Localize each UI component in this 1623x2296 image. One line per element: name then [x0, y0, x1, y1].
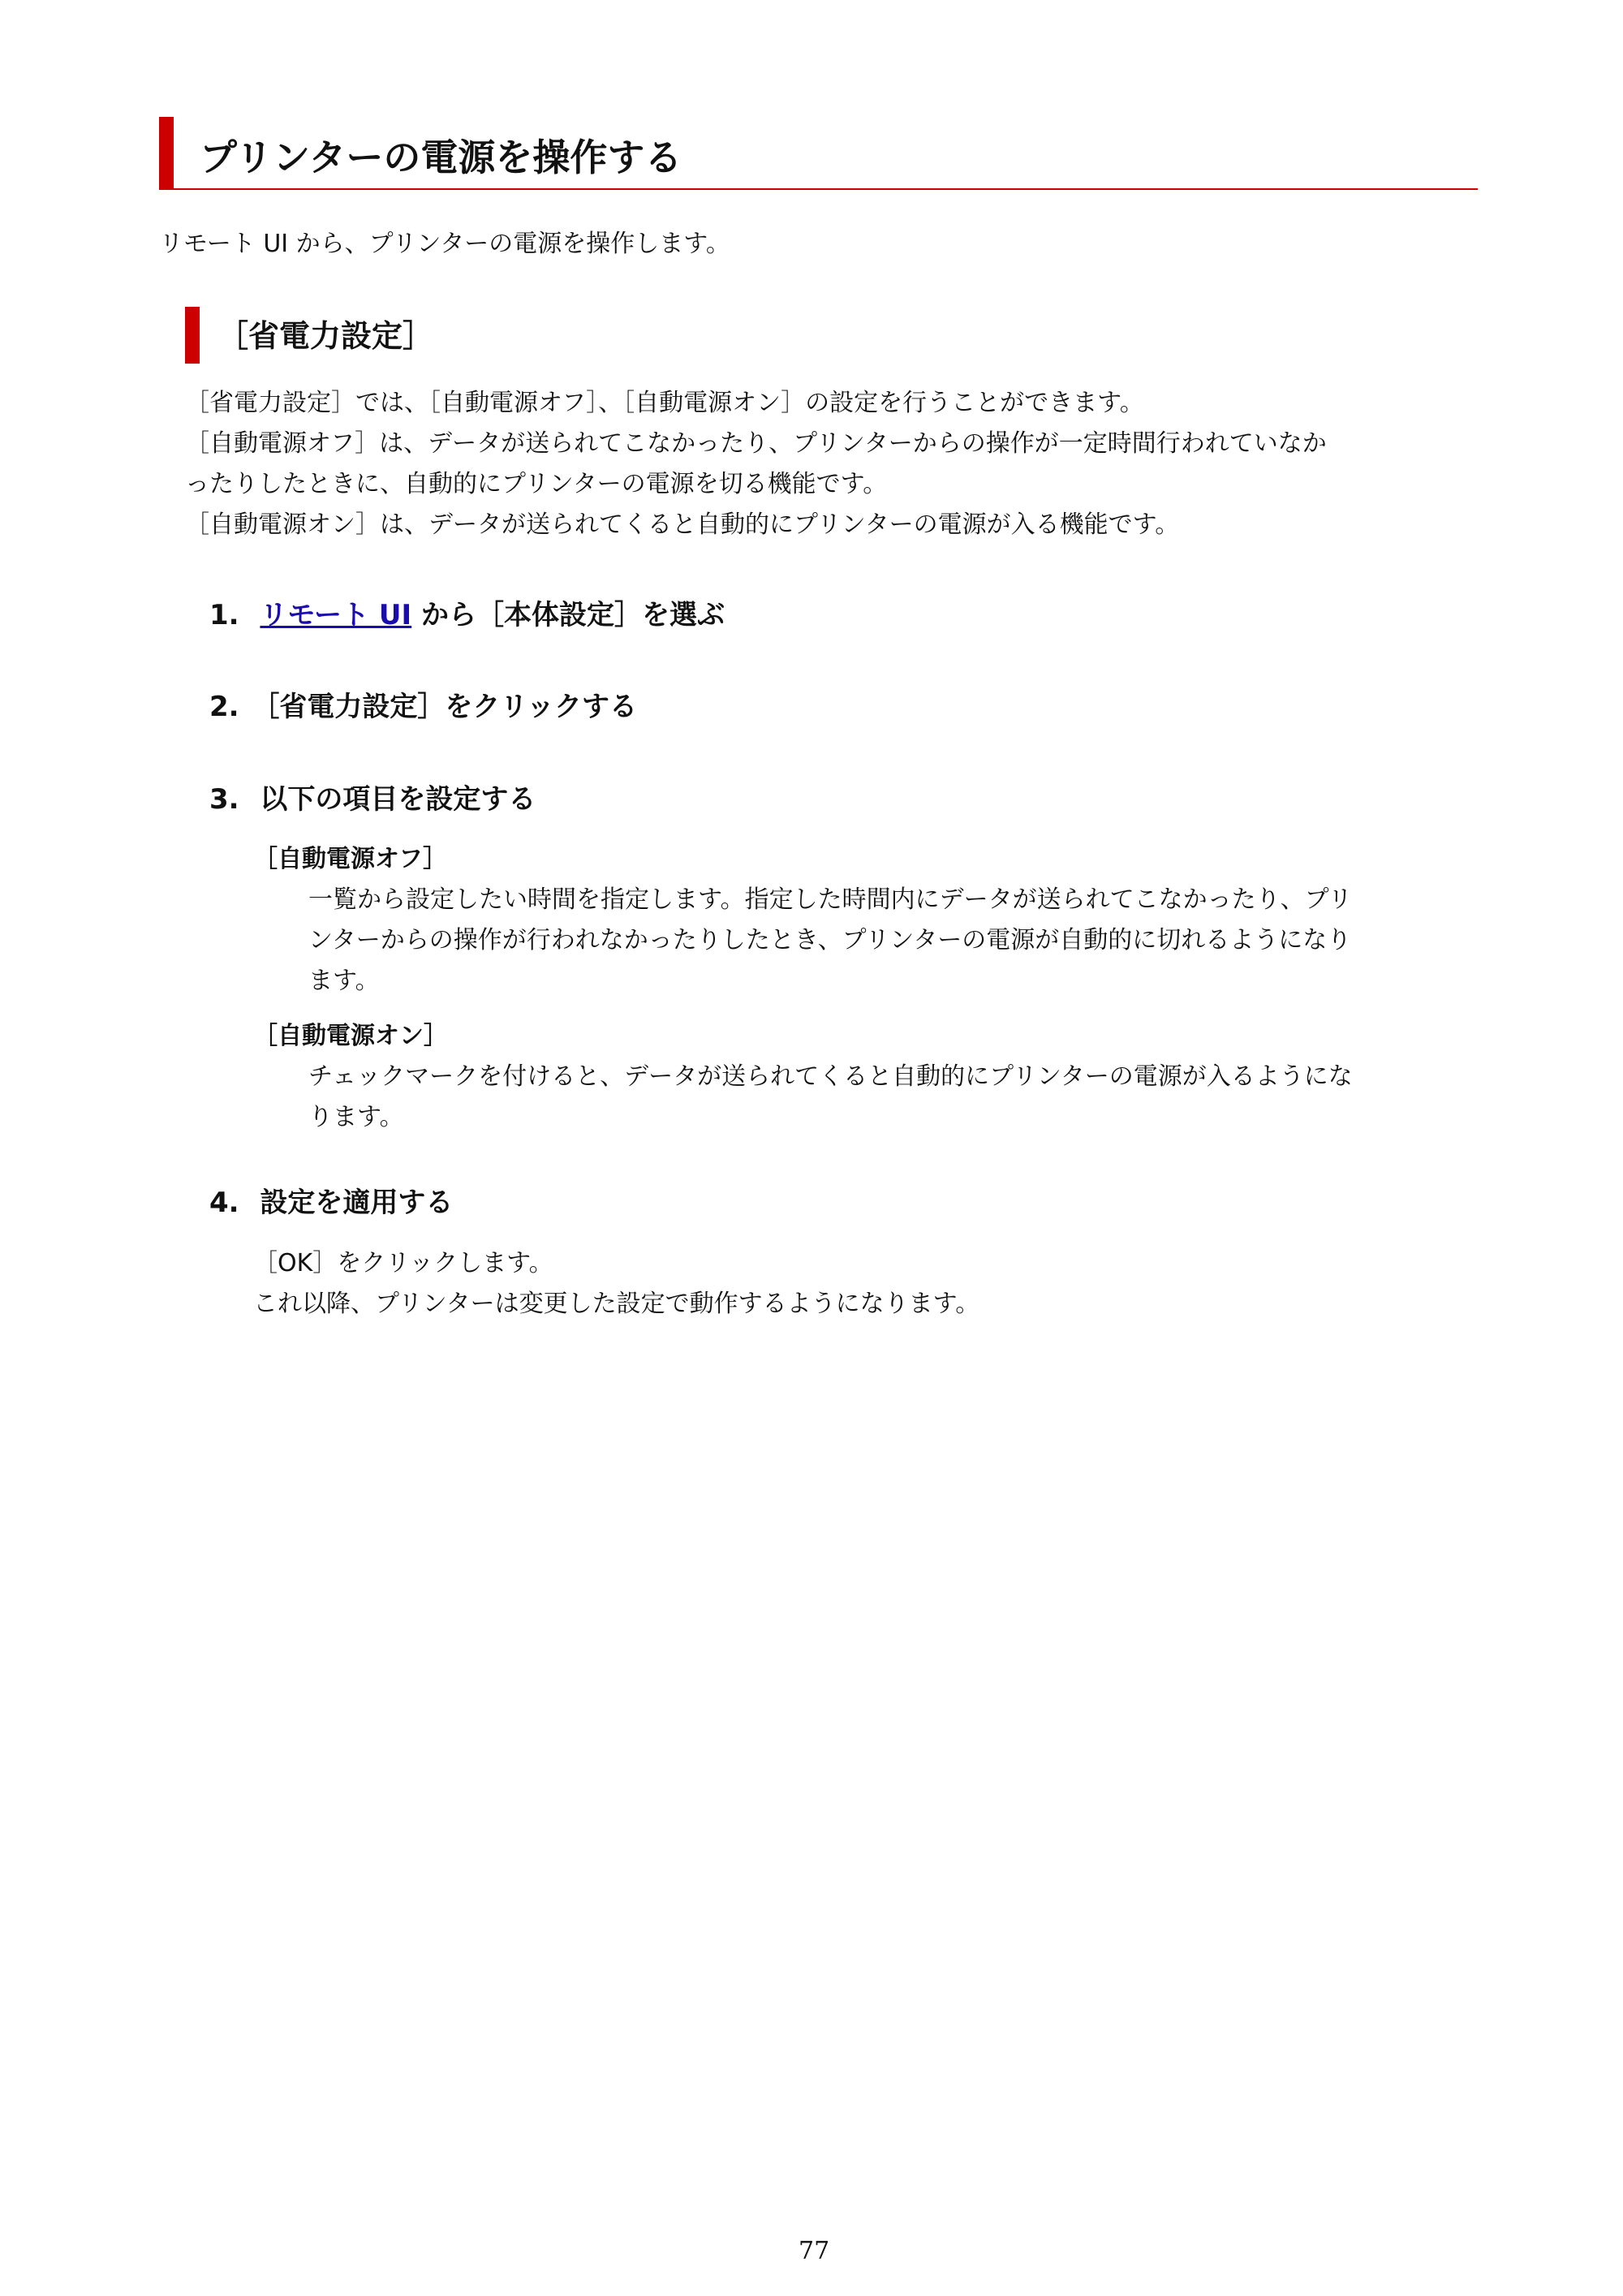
setting-desc-line: ます。	[308, 967, 380, 995]
step-4-detail-line: これ以降、プリンターは変更した設定で動作するようになります。	[253, 1290, 980, 1318]
intro-text: リモート UI から、プリンターの電源を操作します。	[159, 230, 730, 258]
setting-term-auto-power-off: ［自動電源オフ］	[253, 845, 448, 873]
step-number: 3.	[209, 783, 239, 816]
step-2	[209, 687, 637, 727]
title-accent-bar	[159, 117, 174, 190]
section-paragraph-2: ［自動電源オフ］は、データが送られてこなかったり、プリンターからの操作が一定時間行われていなか	[185, 429, 1327, 458]
section-paragraph-3: ったりしたときに、自動的にプリンターの電源を切る機能です。	[185, 470, 888, 498]
step-number: 4.	[209, 1187, 239, 1219]
step-text: 以下の項目を設定する	[260, 783, 536, 816]
setting-desc-line: ンターからの操作が行われなかったりしたとき、プリンターの電源が自動的に切れるようになり	[308, 926, 1352, 954]
page-title: プリンターの電源を操作する	[200, 136, 682, 179]
section-title: ［省電力設定］	[217, 318, 434, 354]
step-4	[209, 1182, 453, 1223]
setting-term-auto-power-on: ［自動電源オン］	[253, 1022, 448, 1050]
step-1	[209, 595, 725, 635]
step-text: ［省電力設定］をクリックする	[252, 691, 638, 723]
section-paragraph-4: ［自動電源オン］は、データが送られてくると自動的にプリンターの電源が入る機能です。	[185, 510, 1180, 539]
step-text: から［本体設定］を選ぶ	[411, 599, 725, 631]
step-3	[209, 779, 536, 820]
step-number: 2.	[209, 691, 239, 723]
remote-ui-link[interactable]: リモート UI	[260, 599, 412, 631]
section-accent-bar	[185, 307, 200, 364]
setting-desc-line: ります。	[308, 1103, 404, 1131]
title-underline	[159, 188, 1478, 190]
step-text: 設定を適用する	[260, 1187, 454, 1219]
setting-desc-line: 一覧から設定したい時間を指定します。指定した時間内にデータが送られてこなかったり、プリ	[308, 885, 1353, 914]
step-4-detail-line: ［OK］をクリックします。	[253, 1249, 553, 1277]
setting-desc-line: チェックマークを付けると、データが送られてくると自動的にプリンターの電源が入るようにな	[308, 1062, 1353, 1091]
section-paragraph-1: ［省電力設定］では、［自動電源オフ］、［自動電源オン］の設定を行うことができます。	[185, 389, 1144, 417]
step-number: 1.	[209, 599, 239, 631]
page-number: 77	[799, 2237, 830, 2265]
